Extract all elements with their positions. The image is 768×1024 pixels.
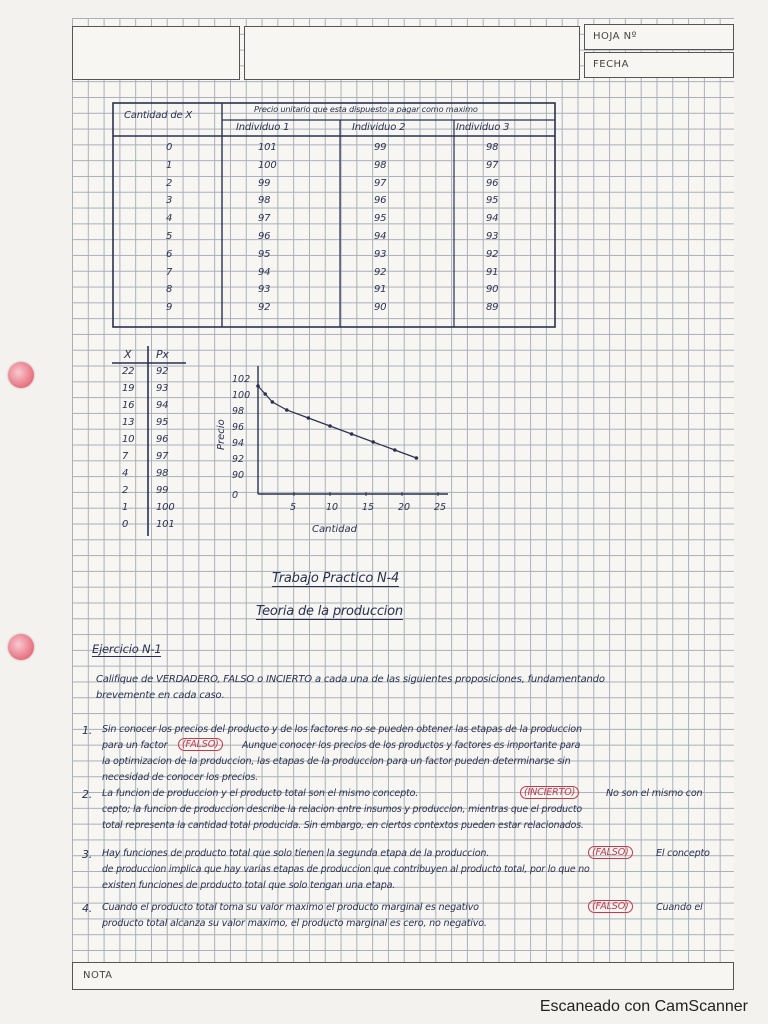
demand-table-header-px: Px [156,348,169,361]
nota-box [72,962,734,990]
fecha-label: FECHA [593,59,629,70]
header-blank-box-left [72,26,240,80]
x-cell: 2 [122,485,129,496]
px-cell: 100 [156,502,175,513]
data-point [328,424,332,428]
data-point [350,432,354,436]
price-cell: 93 [374,248,387,260]
px-cell: 96 [156,434,169,445]
price-cell: 96 [258,231,271,242]
item-4-line-1a: Cuando el producto total toma su valor maximo el producto marginal es negativo [102,902,479,913]
item-2-line-2: cepto; la funcion de produccion describe la relacion entre insumos y produccion, mientras que el producto [102,804,582,815]
exercise-title: Ejercicio N-1 [92,642,162,656]
quantity-cell: 7 [166,266,173,278]
price-cell: 99 [374,142,387,153]
binder-hole-top [8,362,34,388]
individual-1-header: Individuo 1 [236,122,290,133]
x-cell: 1 [122,502,129,513]
data-point [271,400,275,404]
quantity-cell: 8 [166,284,173,296]
price-cell: 91 [374,284,387,296]
demand-table [112,346,186,536]
demand-chart [202,348,462,544]
item-3-line-1b: El concepto [656,848,710,859]
x-cell: 4 [122,468,129,479]
quantity-cell: 2 [166,177,173,189]
fecha-box [584,52,734,78]
x-tick-label: 15 [362,502,375,513]
x-tick-label: 25 [434,502,447,513]
item-4-answer: (FALSO) [588,900,633,913]
instruction-line-1: Califique de VERDADERO, FALSO o INCIERTO a cada una de las siguientes proposiciones, fundamentando [96,674,605,685]
price-table [112,102,556,328]
x-axis-label: Cantidad [312,524,357,535]
camscanner-watermark: Escaneado con CamScanner [539,998,748,1015]
quantity-cell: 4 [166,213,173,225]
quantity-cell: 1 [166,159,173,171]
price-cell: 91 [486,266,499,278]
item-1-line-4: necesidad de conocer los precios. [102,772,259,783]
price-cell: 90 [486,284,499,296]
instruction-line-2: brevemente en cada caso. [96,690,225,701]
y-axis-label: Precio [216,419,227,450]
px-cell: 92 [156,366,169,377]
price-cell: 94 [486,213,499,225]
y-tick-label: 98 [232,406,245,417]
item-3-line-1a: Hay funciones de producto total que solo tienen la segunda etapa de la produccion. [102,848,490,859]
price-cell: 93 [486,231,499,242]
price-cell: 97 [374,177,387,189]
item-2-line-3: total representa la cantidad total producida. Sin embargo, en ciertos contextos pueden estar relacionados. [102,820,584,831]
x-tick-label: 10 [326,502,339,513]
x-tick-label: 20 [398,502,411,513]
demand-curve [258,386,416,458]
item-1-line-2b: Aunque conocer los precios de los productos y factores es importante para [242,740,581,751]
data-point [371,440,375,444]
data-point [285,408,289,412]
y-tick-label: 96 [232,422,245,433]
px-cell: 94 [156,400,169,411]
demand-table-header-x: X [124,348,132,361]
price-cell: 97 [486,159,499,171]
y-tick-label: 102 [232,374,251,385]
x-cell: 13 [122,417,135,428]
item-1-line-2a: para un factor [102,740,168,751]
item-1-number: 1. [82,724,93,737]
data-point [393,448,397,452]
price-cell: 96 [486,177,499,189]
price-cell: 95 [374,213,387,225]
data-point [256,384,260,388]
item-3-line-2: de produccion implica que hay varias etapas de produccion que contribuyen al producto total, por lo que no [102,864,590,875]
item-2-line-1b: No son el mismo con [606,788,703,799]
nota-label: NOTA [83,970,113,981]
price-cell: 94 [374,231,387,242]
px-cell: 99 [156,485,169,496]
item-3-answer: (FALSO) [588,846,633,859]
item-2-line-1a: La funcion de produccion y el producto total son el mismo concepto. [102,788,419,799]
header-blank-box-center [244,26,580,80]
price-cell: 92 [486,248,499,260]
data-point [307,416,311,420]
quantity-cell: 9 [166,302,173,314]
item-1-line-1: Sin conocer los precios del producto y de los factores no se pueden obtener las etapas de la produccion [102,724,582,735]
px-cell: 93 [156,383,169,394]
price-cell: 98 [486,142,499,153]
price-cell: 90 [374,302,387,314]
price-cell: 92 [374,266,387,278]
x-cell: 7 [122,451,129,462]
quantity-cell: 5 [166,231,173,242]
item-1-line-3: la optimizacion de la produccion, las etapas de la produccion para un factor pueden determinarse sin [102,756,571,767]
quantity-cell: 0 [166,142,173,153]
y-tick-label: 100 [232,390,251,401]
item-3-line-3: existen funciones de producto total que solo tengan una etapa. [102,880,396,891]
x-cell: 19 [122,383,135,394]
quantity-cell: 3 [166,195,173,207]
topic-title: Teoria de la produccion [256,604,403,619]
hoja-label: HOJA Nº [593,31,637,42]
item-3-number: 3. [82,848,93,861]
price-cell: 94 [258,266,271,278]
quantity-column-header: Cantidad de X [124,110,193,121]
px-cell: 101 [156,519,175,530]
quantity-cell: 6 [166,248,173,260]
data-point [263,392,267,396]
price-cell: 99 [258,177,271,189]
price-cell: 98 [258,195,271,207]
x-tick-label: 5 [290,502,297,513]
individual-3-header: Individuo 3 [456,122,510,133]
price-cell: 101 [258,142,277,153]
px-cell: 98 [156,468,169,479]
y-tick-label: 0 [232,490,239,501]
item-4-line-1b: Cuando el [656,902,703,913]
price-column-title: Precio unitario que esta dispuesto a pagar como maximo [254,104,478,114]
y-tick-label: 94 [232,438,245,449]
x-cell: 0 [122,519,129,530]
x-cell: 16 [122,400,135,411]
price-cell: 100 [258,159,277,171]
practical-work-title: Trabajo Practico N-4 [272,571,400,586]
item-2-answer: (INCIERTO) [520,786,579,799]
x-cell: 10 [122,434,135,445]
price-cell: 97 [258,213,271,225]
price-cell: 98 [374,159,387,171]
binder-hole-bottom [8,634,34,660]
px-cell: 97 [156,451,169,462]
price-cell: 92 [258,302,271,314]
price-cell: 95 [486,195,499,207]
px-cell: 95 [156,417,169,428]
individual-2-header: Individuo 2 [352,122,406,133]
item-1-answer: (FALSO) [178,738,223,751]
item-4-line-2: producto total alcanza su valor maximo, el producto marginal es cero, no negativo. [102,918,487,929]
price-cell: 93 [258,284,271,296]
item-2-number: 2. [82,788,93,801]
y-tick-label: 92 [232,454,245,465]
y-tick-label: 90 [232,470,245,481]
x-cell: 22 [122,366,135,377]
hoja-box [584,24,734,50]
data-point [415,456,419,460]
graph-paper-sheet [72,18,734,990]
price-cell: 89 [486,302,499,314]
price-cell: 96 [374,195,387,207]
item-4-number: 4. [82,902,93,915]
price-cell: 95 [258,248,271,260]
